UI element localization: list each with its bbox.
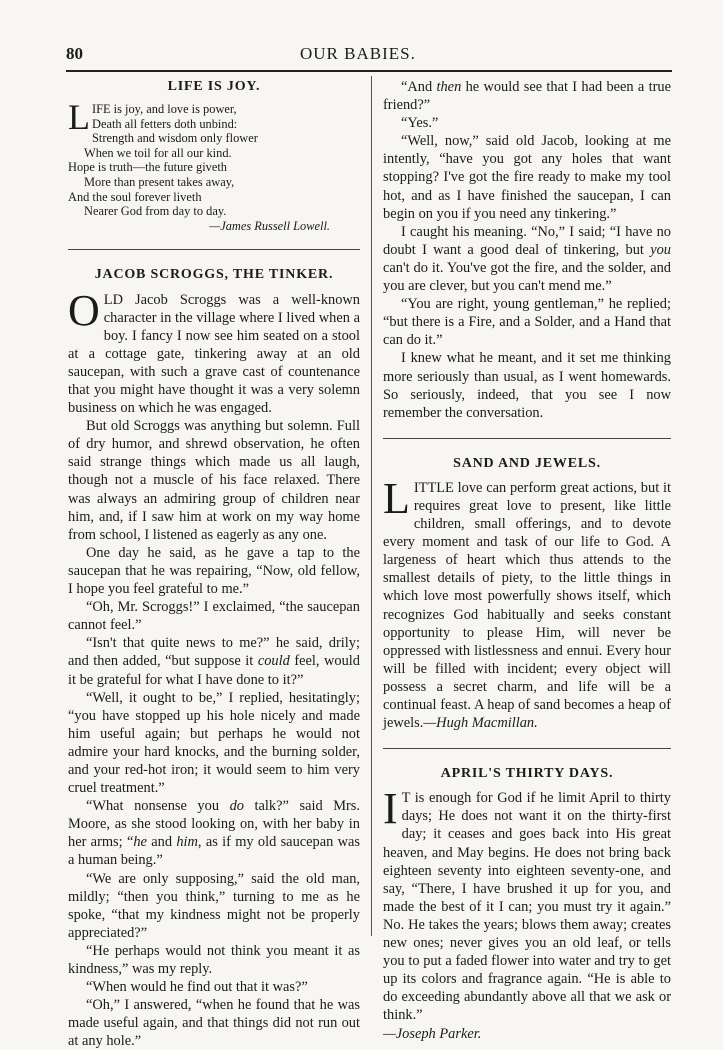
- section-rule: [383, 438, 671, 439]
- column-divider: [371, 76, 372, 936]
- story-paragraph: OLD Jacob Scroggs was a well-known character in the village where I lived when a boy. I fancy I now see him seated on a stool at a cottage gate, tinkering away at an old saucepan, with such a grave cast of countenance that you might have thought it was a very solemn business on which he was engaged.: [68, 285, 360, 417]
- story-paragraph: “He perhaps would not think you meant it as kindness,” was my reply.: [68, 942, 360, 977]
- poem-line: Strength and wisdom only flower: [92, 131, 258, 146]
- poem-heading: LIFE IS JOY.: [167, 79, 261, 94]
- story-paragraph: “Well, now,” said old Jacob, looking at me intently, “have you got any holes that want stopping? I've got the fire ready to make my tool hot, and as I have finished the saucepan, I can begin on you if you need any tinkering.”: [383, 133, 671, 222]
- section-rule: [383, 748, 671, 749]
- story-paragraph: “Yes.”: [401, 115, 439, 132]
- poem-line: IFE is joy, and love is power,: [92, 102, 237, 117]
- page-number: 80: [66, 44, 83, 63]
- poem-attribution: —James Russell Lowell.: [209, 218, 330, 233]
- sand-attribution: —Hugh Macmillan.: [423, 715, 538, 732]
- story-paragraph: I knew what he meant, and it set me thinking more seriously than usual, as I went homewards. So seriously, indeed, that you see I now remember the conversation.: [383, 350, 671, 421]
- poem-line: More than present takes away,: [84, 175, 235, 190]
- sand-paragraph: LITTLE love can perform great actions, but it requires great love to present, like little children, small offerings, and to devote every moment and task of our life to God. A largeness of heart which thus attends to the smallest details of piety, to the little things in which love most powerfully shows itself, which recognizes God habitually and seeks constant opportunity to please Him, will never be oppressed with listlessness and ennui. Every hour will be filled with incident; every object will possess a secret charm, and life will be a continual feast. A heap of sand becomes a heap of jewels.—Hugh Macmillan.: [383, 473, 671, 732]
- poem-life-is-joy: [68, 97, 360, 233]
- april-paragraph: I T is enough for God if he limit April to thirty days; He does not want it on the thirty-first day; it ceases and goes back into His great heaven, and May begins. He does not bring back eighteen seventy into eighteen seventy-one, and say, “There, I have brushed it up for you, and made the best of it I can; you must try it again.” No. He takes the years; blows them away; creates new ones; never gives you an old leaf, or tells you to put a faded flower into water and try to get up its colors and fragrance again. “He is able to do exceeding abundantly above all that we ask or think.”: [383, 784, 671, 1024]
- left-column: [68, 78, 360, 1050]
- header-rule: [66, 70, 672, 72]
- sand-heading: SAND AND JEWELS.: [453, 455, 601, 471]
- april-attribution: —Joseph Parker.: [383, 1025, 482, 1042]
- story-paragraph: But old Scroggs was anything but solemn. Full of dry humor, and shrewd observation, he often said strange things which made us all laugh, though not a muscle of his face relaxed. There was always an admiring group of children near him, and, if I saw him at work on my way home from school, I listened as eagerly as any one.: [68, 418, 360, 543]
- section-rule: [68, 249, 360, 250]
- poem-line: When we toil for all our kind.: [84, 145, 232, 160]
- april-heading: APRIL'S THIRTY DAYS.: [440, 766, 614, 782]
- story-paragraph: “Oh, Mr. Scroggs!” I exclaimed, “the saucepan cannot feel.”: [68, 599, 360, 634]
- poem-line: Death all fetters doth unbind:: [92, 116, 238, 131]
- story-paragraph: I caught his meaning. “No,” I said; “I have no doubt I want a good deal of tinkering, but you can't do it. You've got the fire, and the solder, and you are clever, but you can't mend me.”: [383, 223, 671, 295]
- story-paragraph: “What nonsense you do talk?” said Mrs. Moore, as she stood looking on, with her baby in her arms; “he and him, as if my old saucepan was a human being.”: [68, 798, 360, 869]
- right-column: [383, 78, 671, 1043]
- story-heading: JACOB SCROGGS, THE TINKER.: [94, 267, 334, 283]
- poem-line: Hope is truth—the future giveth: [68, 160, 227, 175]
- story-drop-cap: O: [68, 285, 100, 335]
- story-paragraph: “You are right, young gentleman,” he replied; “but there is a Fire, and a Solder, and a Hand that can do it.”: [383, 296, 671, 349]
- story-paragraph: “And then he would see that I had been a true friend?”: [383, 79, 671, 114]
- running-title: OUR BABIES.: [300, 44, 416, 63]
- story-paragraph: “Oh,” I answered, “when he found that he was made useful again, and that things did not run out at any hole.”: [68, 997, 360, 1050]
- poem-line: And the soul forever liveth: [68, 189, 202, 204]
- sand-drop-cap: L: [383, 473, 410, 523]
- story-paragraph: “We are only supposing,” said the old man, mildly; “then you think,” turning to me as he spoke, “that my kindness might not be properly appreciated?”: [68, 870, 360, 941]
- story-paragraph: One day he said, as he gave a tap to the saucepan that he was repairing, “Now, old fellow, I hope you feel grateful to me.”: [68, 544, 360, 598]
- poem-drop-cap: L: [68, 97, 90, 138]
- april-drop-cap: I: [383, 784, 398, 834]
- story-paragraph: “When would he find out that it was?”: [86, 979, 308, 996]
- story-paragraph: “Well, it ought to be,” I replied, hesitatingly; “you have stopped up his hole nicely and made him useful again; but perhaps he would not admire your hard knocks, and the burning solder, and your red-hot iron; it would seem to him very cruel treatment.”: [68, 689, 360, 797]
- poem-line: Nearer God from day to day.: [84, 204, 227, 219]
- story-paragraph: “Isn't that quite news to me?” he said, drily; and then added, “but suppose it could feel, would it be grateful for what I have done to it?”: [68, 635, 360, 688]
